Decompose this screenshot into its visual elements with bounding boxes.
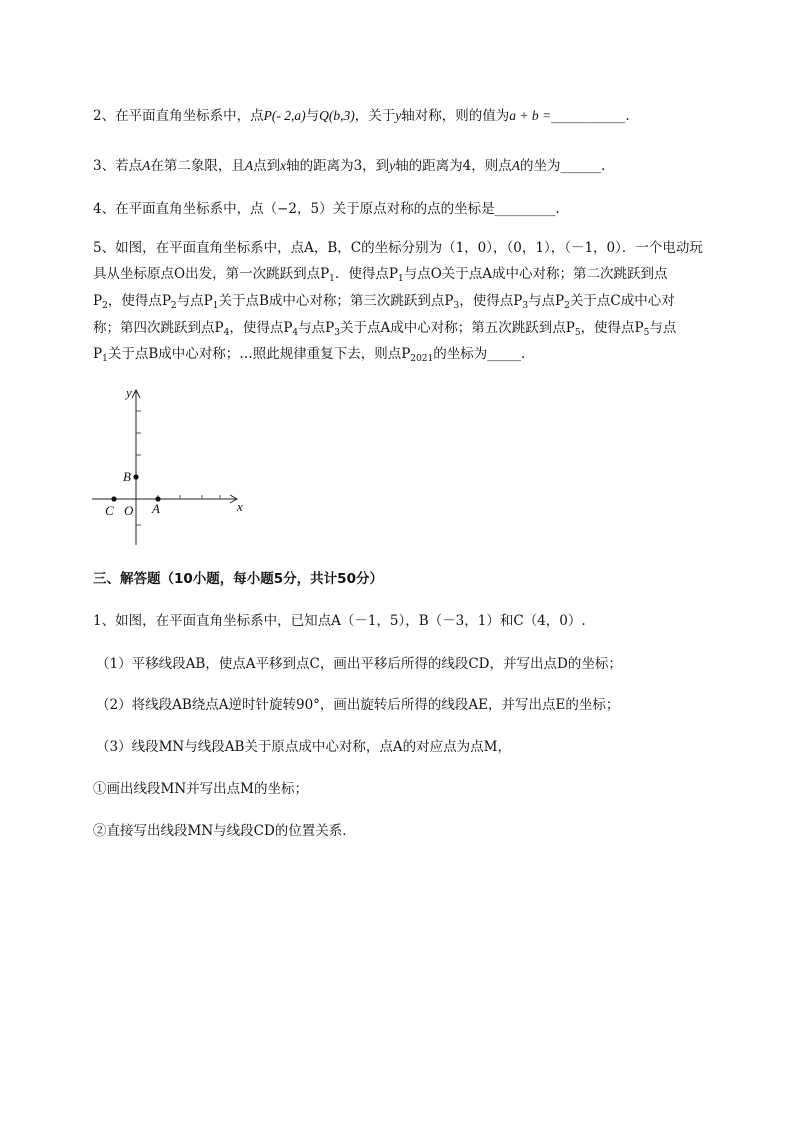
question-4: 4、在平面直角坐标系中，点（−2，5）关于原点对称的点的坐标是_________. bbox=[93, 201, 560, 217]
origin-label: O bbox=[124, 503, 134, 518]
point-a-label: A bbox=[152, 501, 160, 516]
question-5-line-3: $P_2$，使得点$P_2$与点$P_1$关于点B成中心对称；第三次跳跃到点$P_3$，使得点$P_3$与点$P_2$关于点C成中心对 bbox=[93, 293, 675, 311]
answer-blank: ___________. bbox=[551, 108, 630, 124]
question-5-line-1: 5、如图，在平面直角坐标系中，点A，B，C的坐标分别为（1，0），（0，1），（－1，0）．一个电动玩 bbox=[93, 240, 703, 256]
point-p: P(- 2,a) bbox=[263, 108, 306, 123]
expression-a-plus-b: a + b = bbox=[509, 108, 552, 123]
question-2: 2、在平面直角坐标系中，点P(- 2,a)与Q(b,3)，关于y轴对称，则的值为a + b =___________. bbox=[93, 108, 630, 124]
x-label: x bbox=[237, 499, 243, 514]
y-label: y bbox=[126, 385, 132, 400]
problem-1-part-2: （2）将线段AB绕点A逆时针旋转90°，画出旋转后所得的线段AE，并写出点E的坐标； bbox=[96, 697, 620, 713]
problem-1-part-3: （3）线段MN与线段AB关于原点成中心对称，点A的对应点为点M， bbox=[96, 739, 511, 755]
coordinate-figure bbox=[90, 385, 250, 547]
point-q: Q(b,3) bbox=[319, 108, 355, 123]
point-b-label: B bbox=[123, 469, 131, 484]
problem-1-intro: 1、如图，在平面直角坐标系中，已知点A（－1，5），B（－3，1）和C（4，0）. bbox=[93, 613, 586, 629]
problem-1-sub-2: ②直接写出线段MN与线段CD的位置关系． bbox=[93, 823, 356, 839]
point-c-label: C bbox=[105, 503, 114, 518]
point-c-dot bbox=[111, 496, 116, 501]
question-5-line-2: 具从坐标原点O出发，第一次跳跃到点$P_1$．使得点$P_1$与点O关于点A成中心对称；第二次跳跃到点 bbox=[93, 266, 668, 284]
question-5-line-5: $P_1$关于点B成中心对称；…照此规律重复下去，则点$P_{2021}$的坐标为_____. bbox=[93, 346, 526, 364]
problem-1-part-1: （1）平移线段AB，使点A平移到点C，画出平移后所得的线段CD，并写出点D的坐标； bbox=[96, 656, 622, 672]
section-heading: 三、解答题（10小题，每小题5分，共计50分） bbox=[93, 571, 383, 587]
question-5-line-4: 称；第四次跳跃到点$P_4$，使得点$P_4$与点$P_3$关于点A成中心对称；第五次跳跃到点$P_5$，使得点$P_5$与点 bbox=[93, 320, 677, 338]
question-3: 3、若点A在第二象限，且A点到x轴的距离为3，到y轴的距离为4，则点A的坐为______. bbox=[93, 158, 606, 174]
point-b-dot bbox=[133, 474, 138, 479]
problem-1-sub-1: ①画出线段MN并写出点M的坐标； bbox=[93, 781, 308, 797]
